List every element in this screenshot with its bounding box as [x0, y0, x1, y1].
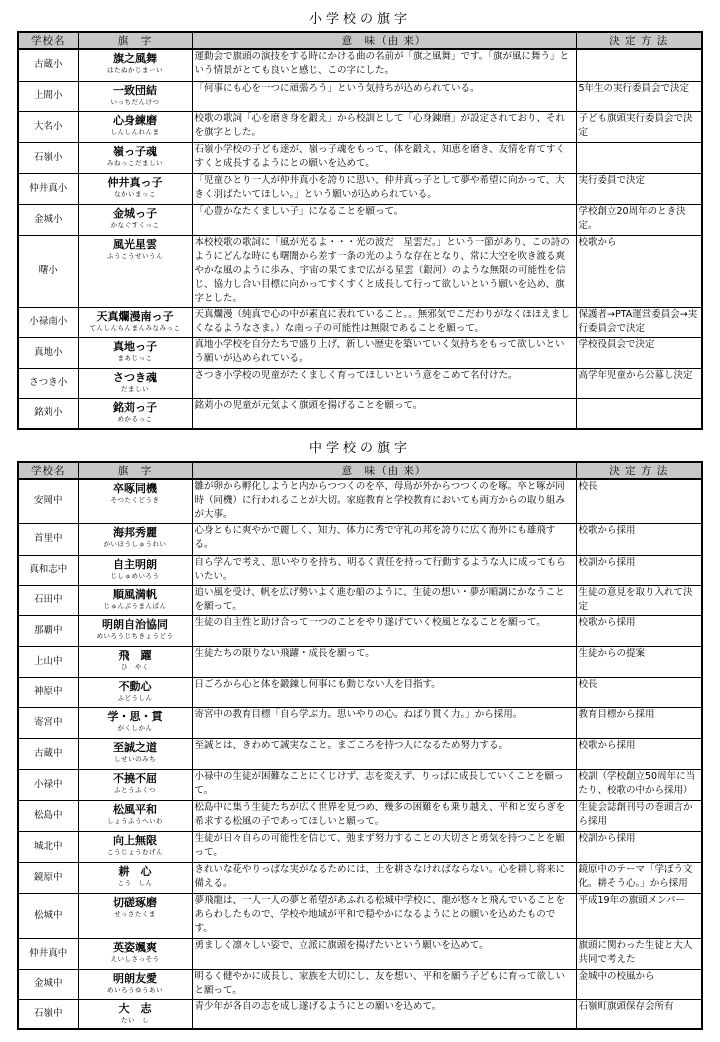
flag-cell	[78, 49, 192, 81]
decision-method: 学校創立20周年のとき決定。	[576, 204, 702, 235]
school-name: 小禄中	[18, 769, 78, 800]
meaning-text: 校歌の歌詞「心を磨き身を鍛え」から校訓として「心身錬磨」が設定されており、それを旗字とした。	[192, 111, 576, 142]
flag-reading: ふどうしん	[117, 693, 153, 702]
school-name: 松島中	[18, 800, 78, 831]
meaning-text: 「心豊かなたくましい子」になることを願って。	[192, 204, 576, 235]
flag-cell	[78, 523, 192, 555]
elementary-flag-table	[17, 31, 703, 430]
decision-method: 子ども旗頭実行委員会で決定	[576, 111, 702, 142]
table-row	[18, 307, 702, 337]
table-row	[18, 173, 702, 204]
flag-kanji: 嶺っ子魂	[113, 144, 157, 158]
table-row	[18, 523, 702, 555]
flag-cell	[78, 769, 192, 800]
flag-reading: まあじっこ	[117, 353, 153, 362]
meaning-text: 銘苅小の児童が元気よく旗頭を揚げることを願って。	[192, 398, 576, 429]
school-name: 古蔵小	[18, 49, 78, 81]
school-name: 寄宮中	[18, 707, 78, 738]
junior-section-title: 中学校の旗字	[308, 441, 411, 456]
flag-cell	[78, 111, 192, 142]
table-row	[18, 398, 702, 429]
flag-kanji: さつき魂	[113, 370, 157, 384]
decision-method: 高学年児童から公募し決定	[576, 368, 702, 398]
meaning-text: 「児童ひとり一人が仲井真小を誇りに思い、仲井真っ子として夢や希望に向かって、大きく羽ばたいてほしい。」という願いが込められている。	[192, 173, 576, 204]
table-row	[18, 999, 702, 1029]
decision-method: 保護者→PTA運営委員会→実行委員会で決定	[576, 307, 702, 337]
header-meaning: 意 味（由 来）	[192, 462, 576, 479]
school-name: 銘苅小	[18, 398, 78, 429]
school-name: 上間小	[18, 81, 78, 111]
flag-kanji: 向上無限	[113, 833, 157, 847]
table-row	[18, 938, 702, 969]
table-row	[18, 800, 702, 831]
table-header-row	[18, 32, 702, 49]
school-name: 真和志中	[18, 555, 78, 585]
flag-cell	[78, 398, 192, 429]
school-name: 仲井真中	[18, 938, 78, 969]
school-name: 首里中	[18, 523, 78, 555]
flag-kanji: 切磋琢磨	[113, 895, 157, 909]
meaning-text: 追い風を受け、帆を広げ勢いよく進む船のように、生徒の想い・夢が順調にかなうことを願って。	[192, 585, 576, 615]
decision-method: 校長	[576, 479, 702, 523]
flag-kanji: 明朗友愛	[113, 971, 157, 985]
flag-reading: ふとうふくつ	[114, 785, 156, 794]
decision-method	[576, 398, 702, 429]
table-header-row	[18, 462, 702, 479]
meaning-text: 「何事にも心を一つに頑張ろう」という気持ちが込められている。	[192, 81, 576, 111]
flag-reading: だましい	[121, 384, 149, 393]
meaning-text: 生徒の自主性と助け合って一つのことをやり遂げていく校風となることを願って。	[192, 615, 576, 646]
school-name: 神原中	[18, 677, 78, 707]
meaning-text: 松島中に集う生徒たちが広く世界を見つめ、幾多の困難をも乗り越え、平和と安らぎを希求する松風の子であってほしいと願って。	[192, 800, 576, 831]
meaning-text: 勇ましく凛々しい姿で、立派に旗頭を揚げたいという願いを込めて。	[192, 938, 576, 969]
table-row	[18, 142, 702, 173]
flag-reading: ふうこうせいうん	[107, 251, 163, 260]
decision-method: 校歌から採用	[576, 615, 702, 646]
flag-reading: かなぐすくっこ	[110, 220, 160, 229]
meaning-text: さつき小学校の児童がたくましく育ってほしいという意をこめて名付けた。	[192, 368, 576, 398]
school-name: 大名小	[18, 111, 78, 142]
meaning-text: 至誠とは、きわめて誠実なこと。まごころを持つ人になるため努力する。	[192, 738, 576, 769]
flag-cell	[78, 337, 192, 368]
flag-kanji: 耕 心	[118, 864, 152, 878]
flag-reading: いっちだんけつ	[110, 97, 160, 106]
school-name: 曙小	[18, 235, 78, 307]
table-row	[18, 368, 702, 398]
table-row	[18, 111, 702, 142]
school-name: 那覇中	[18, 615, 78, 646]
school-name: 真地小	[18, 337, 78, 368]
flag-reading: そつたくどうき	[110, 496, 160, 504]
decision-method: 校歌から	[576, 235, 702, 307]
meaning-text: 心身ともに爽やかで麗しく、知力、体力に秀で守礼の邦を誇りに広く海外にも雄飛する。	[192, 523, 576, 555]
flag-kanji: 順風満帆	[113, 587, 157, 601]
flag-reading: こう しん	[117, 878, 153, 887]
header-flag: 旗 字	[78, 32, 192, 49]
header-meaning: 意 味（由 来）	[192, 32, 576, 49]
meaning-text: 小禄中の生徒が困難なことにくじけず、志を変えず、りっぱに成長していくことを願って。	[192, 769, 576, 800]
flag-kanji: 仲井真っ子	[107, 175, 163, 189]
flag-cell	[78, 173, 192, 204]
school-name: 石嶺中	[18, 999, 78, 1029]
flag-kanji: 一致団結	[113, 83, 157, 97]
flag-cell	[78, 142, 192, 173]
header-school: 学校名	[18, 32, 78, 49]
header-decision: 決 定 方 法	[576, 32, 702, 49]
table-row	[18, 707, 702, 738]
table-row	[18, 204, 702, 235]
school-name: 上山中	[18, 646, 78, 677]
flag-reading: めいろうじちきょうどう	[96, 631, 174, 640]
flag-reading: てんしんらんまんみなみっこ	[89, 323, 181, 332]
table-row	[18, 337, 702, 368]
table-row	[18, 738, 702, 769]
meaning-text: 明るく健やかに成長し、家族を大切にし、友を想い、平和を願う子どもに育って欲しいと願って。	[192, 969, 576, 999]
table-row	[18, 969, 702, 999]
flag-kanji: 真地っ子	[113, 339, 157, 353]
decision-method: 実行委員で決定	[576, 173, 702, 204]
flag-reading: えいしさっそう	[110, 954, 160, 963]
flag-kanji: 不撓不屈	[113, 771, 157, 785]
school-name: さつき小	[18, 368, 78, 398]
meaning-text: 石嶺小学校の子ども達が、嶺っ子魂をもって、体を鍛え、知恵を磨き、友情を育てすくすくと成長するようにとの願いを込めて。	[192, 142, 576, 173]
flag-reading: たい し	[121, 1015, 149, 1024]
school-name: 小禄南小	[18, 307, 78, 337]
table-row	[18, 769, 702, 800]
flag-cell	[78, 555, 192, 585]
decision-method: 石嶺町旗頭保存会所有	[576, 999, 702, 1029]
school-name: 松城中	[18, 893, 78, 938]
flag-cell	[78, 81, 192, 111]
decision-method: 平成19年の旗頭メンバー	[576, 893, 702, 938]
flag-reading: じゅんぷうまんぱん	[103, 601, 167, 610]
table-row	[18, 893, 702, 938]
table-row	[18, 677, 702, 707]
flag-reading: しょうふうへいわ	[107, 816, 163, 825]
decision-method: 教育目標から採用	[576, 707, 702, 738]
flag-kanji: 至誠之道	[113, 740, 157, 754]
flag-reading: じしゅめいろう	[110, 571, 160, 580]
flag-cell	[78, 893, 192, 938]
school-name: 石嶺小	[18, 142, 78, 173]
flag-reading: みねっこだましい	[107, 158, 163, 167]
flag-cell	[78, 585, 192, 615]
school-name: 城北中	[18, 831, 78, 862]
flag-cell	[78, 862, 192, 893]
flag-reading: せっさたくま	[114, 909, 156, 918]
meaning-text: 本校校歌の歌詞に「風が光るよ・・・光の波だ 星雲だ。」という一節があり、この詩のようにどんな時にも曙闇から差す一条の光のような存在となり、常に大空を吹き渡る爽やかな風のように歩み、宇宙の果てまで広がる星雲（銀河）のような無限の可能性を信じ、協力し合い目標に向かってすくすくと成長して行って欲しいという願いを込め、旗字とした。	[192, 235, 576, 307]
flag-cell	[78, 615, 192, 646]
school-name: 古蔵中	[18, 738, 78, 769]
table-row	[18, 585, 702, 615]
flag-reading: めかるっこ	[117, 414, 153, 423]
flag-reading: ひ やく	[121, 662, 149, 671]
flag-reading: こうじょうむげん	[107, 847, 163, 856]
flag-cell	[78, 800, 192, 831]
decision-method: 校長	[576, 677, 702, 707]
decision-method: 生徒会誌創刊号の巻頭言から採用	[576, 800, 702, 831]
meaning-text: 真地小学校を自分たちで盛り上げ、新しい歴史を築いていく気持ちをもって欲しいという願いが込められている。	[192, 337, 576, 368]
meaning-text: 寄宮中の教育目標「自ら学ぶ力。思いやりの心。ねばり貫く力。」から採用。	[192, 707, 576, 738]
flag-kanji: 銘苅っ子	[113, 400, 157, 414]
flag-kanji: 不動心	[118, 679, 152, 693]
meaning-text: 運動会で旗頭の演技をする時にかける曲の名前が「旗之風舞」です。「旗が風に舞う」という情景がとても良いと感じ、この字にした。	[192, 49, 576, 81]
flag-cell	[78, 235, 192, 307]
school-name: 仲井真小	[18, 173, 78, 204]
header-school: 学校名	[18, 462, 78, 479]
junior-flag-table	[17, 461, 703, 1030]
meaning-text: 青少年が各自の志を成し遂げるようにとの願いを込めて。	[192, 999, 576, 1029]
flag-kanji: 自主明朗	[113, 557, 157, 571]
flag-cell	[78, 646, 192, 677]
flag-cell	[78, 677, 192, 707]
flag-kanji: 学・思・貫	[107, 709, 163, 723]
decision-method: 校訓から採用	[576, 555, 702, 585]
flag-kanji: 海邦秀麗	[113, 525, 157, 539]
meaning-text: 天真爛漫（純真で心の中が素直に表れていること。。無邪気でこだわりがなくほほえましくなるようなさま。）な南っ子の可能性は無限であることを願って。	[192, 307, 576, 337]
flag-kanji: 旗之風舞	[113, 52, 157, 65]
table-row	[18, 862, 702, 893]
header-flag: 旗 字	[78, 462, 192, 479]
flag-kanji: 飛 躍	[118, 648, 152, 662]
flag-kanji: 大 志	[118, 1001, 152, 1015]
flag-kanji: 英姿颯爽	[113, 940, 157, 954]
school-name: 鏡原中	[18, 862, 78, 893]
flag-kanji: 明朗自治協同	[102, 617, 168, 631]
decision-method: 学校役員会で決定	[576, 337, 702, 368]
flag-cell	[78, 368, 192, 398]
table-row	[18, 235, 702, 307]
flag-cell	[78, 999, 192, 1029]
table-row	[18, 831, 702, 862]
flag-cell	[78, 831, 192, 862]
table-row	[18, 479, 702, 523]
table-row	[18, 615, 702, 646]
flag-reading: かいほうしゅうれい	[103, 539, 167, 548]
flag-kanji: 金城っ子	[113, 206, 157, 220]
meaning-text: 生徒たちの限りない飛躍・成長を願って。	[192, 646, 576, 677]
decision-method: 生徒からの提案	[576, 646, 702, 677]
flag-cell	[78, 707, 192, 738]
flag-kanji: 風光星雲	[113, 237, 157, 251]
meaning-text: 自ら学んで考え、思いやりを持ち、明るく責任を持って行動するような人に成ってもらいたい。	[192, 555, 576, 585]
meaning-text: 夢飛龍は、一人一人の夢と希望があふれる松城中学校に、龍が悠々と飛んでいることをあらわしたもので、学校や地域が平和で穏やかになるようにとの願いを込めたものです。	[192, 893, 576, 938]
flag-cell	[78, 307, 192, 337]
flag-cell	[78, 969, 192, 999]
meaning-text: 生徒が日々自らの可能性を信じて、弛まず努力することの大切さと勇気を持つことを願って。	[192, 831, 576, 862]
school-name: 石田中	[18, 585, 78, 615]
header-decision: 決 定 方 法	[576, 462, 702, 479]
decision-method: 5年生の実行委員会で決定	[576, 81, 702, 111]
decision-method: 生徒の意見を取り入れて決定	[576, 585, 702, 615]
flag-kanji: 卒啄同機	[113, 482, 157, 495]
flag-kanji: 天真爛漫南っ子	[96, 309, 174, 323]
meaning-text: 雛が卵から孵化しようと内からつつくのを卒、母鳥が外からつつくのを啄。卒と啄が同時（同機）に行われることが大切。家庭教育と学校教育においても両方からの取り組みが大事。	[192, 479, 576, 523]
flag-reading: がくしかん	[117, 723, 153, 732]
flag-cell	[78, 204, 192, 235]
meaning-text: きれいな花やりっぱな実がなるためには、土を耕さなければならない。心を耕し将来に備える。	[192, 862, 576, 893]
decision-method: 鏡原中のテーマ「学ぼう文化。耕そう心。」から採用	[576, 862, 702, 893]
decision-method	[576, 142, 702, 173]
decision-method: 校訓から採用	[576, 831, 702, 862]
table-row	[18, 646, 702, 677]
meaning-text: 日ごろから心と体を鍛錬し何事にも動じない人を目指す。	[192, 677, 576, 707]
decision-method: 校歌から採用	[576, 738, 702, 769]
school-name: 安岡中	[18, 479, 78, 523]
flag-cell	[78, 479, 192, 523]
table-row	[18, 49, 702, 81]
flag-cell	[78, 738, 192, 769]
flag-kanji: 心身練磨	[113, 113, 157, 127]
school-name: 金城中	[18, 969, 78, 999]
flag-reading: はたぬかじまーい	[107, 66, 163, 74]
flag-reading: しんしんれんま	[110, 127, 160, 136]
table-row	[18, 81, 702, 111]
flag-reading: しせいのみち	[114, 754, 156, 763]
flag-reading: めいろうゆうあい	[107, 985, 163, 994]
decision-method	[576, 49, 702, 81]
decision-method: 校訓（学校創立50周年に当たり、校歌の中から採用）	[576, 769, 702, 800]
school-name: 金城小	[18, 204, 78, 235]
decision-method: 旗頭に関わった生徒と大人共同で考えた	[576, 938, 702, 969]
decision-method: 校歌から採用	[576, 523, 702, 555]
table-row	[18, 555, 702, 585]
elementary-section-title: 小学校の旗字	[308, 12, 411, 27]
flag-cell	[78, 938, 192, 969]
flag-kanji: 松風平和	[113, 802, 157, 816]
decision-method: 金城中の校風から	[576, 969, 702, 999]
flag-reading: なかいまっこ	[114, 189, 156, 198]
